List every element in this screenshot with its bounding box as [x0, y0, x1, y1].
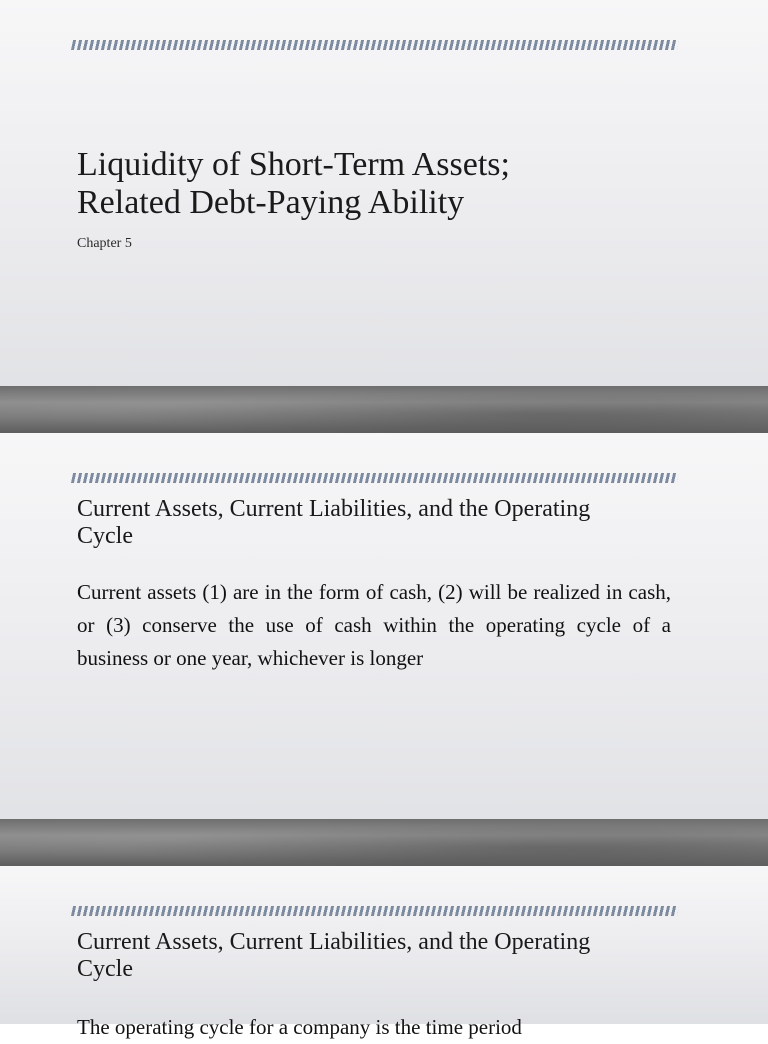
slide-body-text: The operating cycle for a company is the time period — [77, 1015, 522, 1039]
decorative-floor — [0, 386, 768, 433]
decorative-dash-bar — [71, 906, 679, 916]
slide-2[interactable] — [0, 433, 768, 866]
slide-heading-line-2: Cycle — [77, 956, 133, 982]
slide-subtitle: Chapter 5 — [77, 236, 132, 251]
slide-body-text: Current assets (1) are in the form of cash, (2) will be realized in cash, or (3) conserve the use of cash within the operating cycle of a business or one year, whichever is longer — [77, 580, 671, 670]
slide-heading-line-1: Current Assets, Current Liabilities, and the Operating — [77, 929, 591, 955]
slide-title-line-2: Related Debt-Paying Ability — [77, 184, 465, 221]
slide-title-line-1: Liquidity of Short-Term Assets; — [77, 146, 510, 183]
slide-1[interactable] — [0, 0, 768, 433]
slide-heading — [77, 929, 697, 983]
slide-heading — [77, 496, 697, 550]
slide-title — [77, 146, 717, 222]
decorative-dash-bar — [71, 473, 679, 483]
decorative-floor — [0, 819, 768, 866]
slide-heading-line-1: Current Assets, Current Liabilities, and the Operating — [77, 496, 591, 522]
decorative-dash-bar — [71, 40, 679, 50]
slide-3[interactable] — [0, 866, 768, 1039]
slide-heading-line-2: Cycle — [77, 523, 133, 549]
